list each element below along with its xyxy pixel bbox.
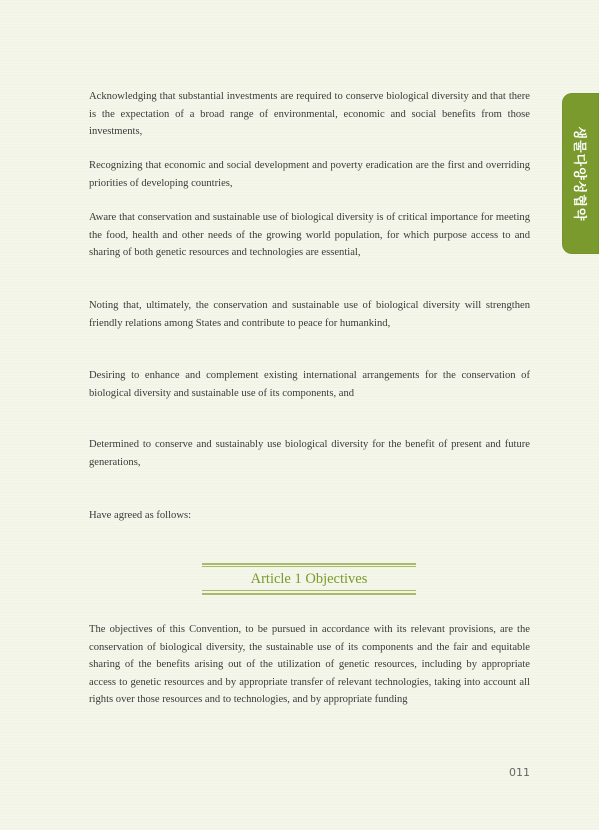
article-title: Article 1 Objectives <box>250 571 368 587</box>
article-heading-box <box>202 563 416 595</box>
article-rule-top <box>202 563 416 565</box>
article-rule-bottom <box>202 593 416 595</box>
preamble-paragraph-determined: Determined to conserve and sustainably use biological diversity for the benefit of present and future generations, <box>89 439 530 468</box>
preamble-paragraph-recognizing: Recognizing that economic and social development and poverty eradication are the first and overriding priorities of developing countries, <box>89 160 530 189</box>
preamble-paragraph-desiring: Desiring to enhance and complement existing international arrangements for the conservation of biological diversity and sustainable use of its components, and <box>89 370 530 399</box>
preamble-paragraph-acknowledging: Acknowledging that substantial investments are required to conserve biological diversity and that there is the expectation of a broad range of environmental, economic and social benefits from those investments, <box>89 91 530 137</box>
article-body-paragraph: The objectives of this Convention, to be pursued in accordance with its relevant provisions, are the conservation of biological diversity, the sustainable use of its components and the fair and equitable sharing of the benefits arising out of the utilization of genetic resources, including by appropriate access to genetic resources and by appropriate transfer of relevant technologies, taking into account all rights over those resources and to technologies, and by appropriate funding <box>89 624 530 705</box>
side-tab-label: 생물다양성협약 <box>571 126 586 221</box>
preamble-paragraph-noting: Noting that, ultimately, the conservation and sustainable use of biological diversity will strengthen friendly relations among States and contribute to peace for humankind, <box>89 300 530 329</box>
section-side-tab <box>562 93 599 254</box>
preamble-paragraph-aware: Aware that conservation and sustainable use of biological diversity is of critical importance for meeting the food, health and other needs of the growing world population, for which purpose access to and sharing of both genetic resources and technologies are essential, <box>89 212 530 258</box>
page-number: 011 <box>509 766 530 779</box>
preamble-paragraph-agreed: Have agreed as follows: <box>89 510 192 521</box>
